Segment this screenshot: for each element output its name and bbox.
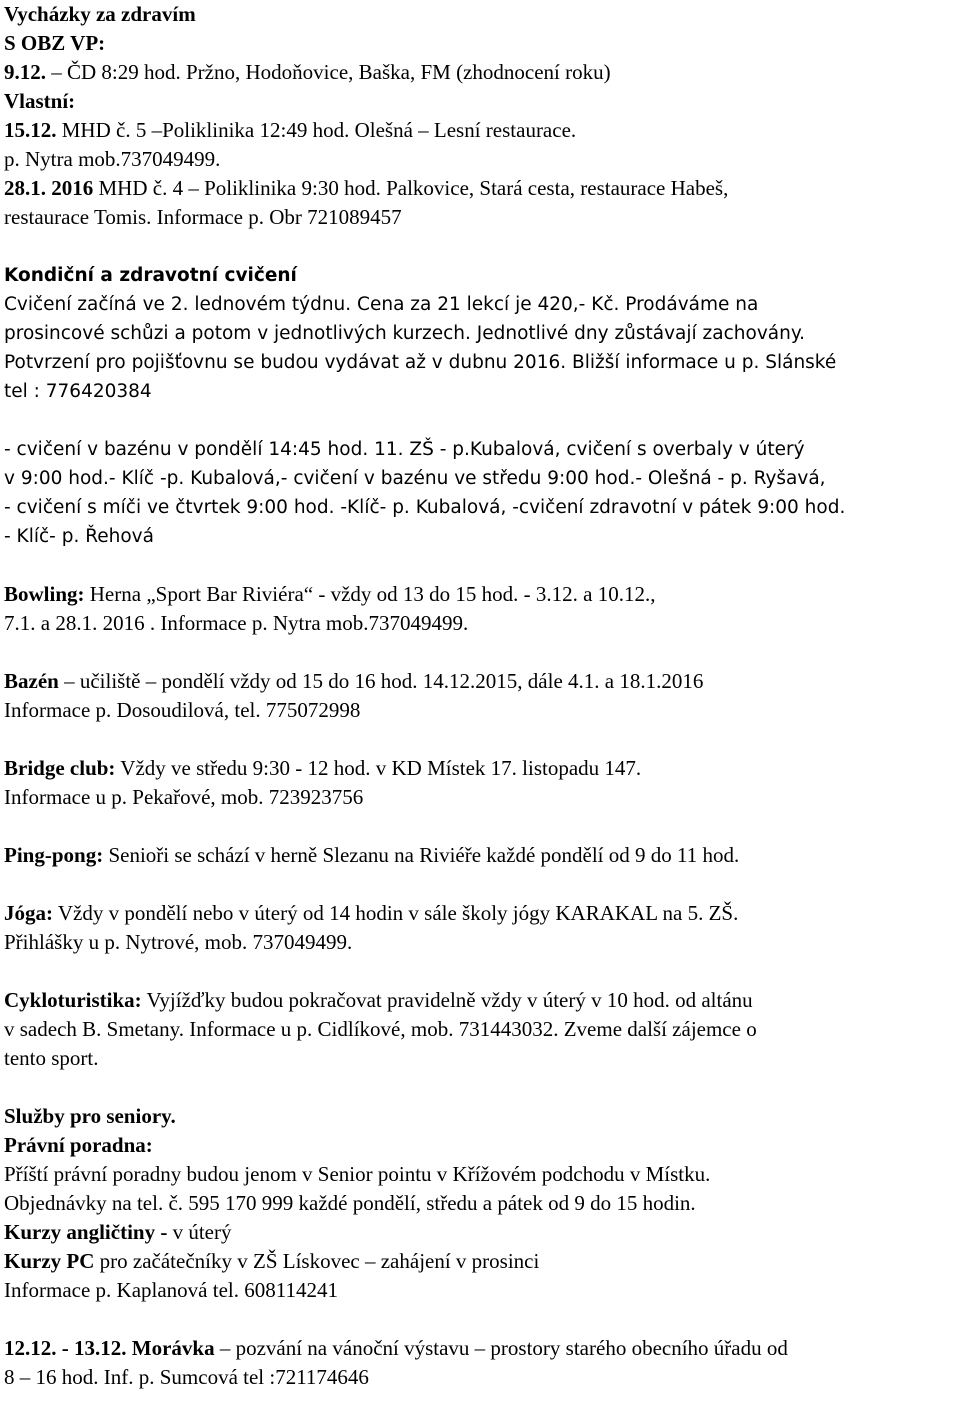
own-walks-heading: Vlastní: bbox=[4, 89, 76, 113]
walk-item-1: 9.12. – ČD 8:29 hod. Pržno, Hodoňovice, Baška, FM (zhodnocení roku) bbox=[4, 60, 611, 84]
fitness-line: Potvrzení pro pojišťovnu se budou vydávat až v dubnu 2016. Bližší informace u p. Slánské bbox=[4, 352, 837, 373]
pc-course-line: Kurzy PC pro začátečníky v ZŠ Lískovec – zahájení v prosinci bbox=[4, 1249, 540, 1273]
fitness-line: Cvičení začíná ve 2. lednovém týdnu. Cena za 21 lekcí je 420,- Kč. Prodáváme na bbox=[4, 294, 759, 315]
legal-advice-line: Objednávky na tel. č. 595 170 999 každé pondělí, středu a pátek od 9 do 15 hodin. bbox=[4, 1191, 696, 1215]
fitness-schedule-line: - cvičení v bazénu v pondělí 14:45 hod. 11. ZŠ - p.Kubalová, cvičení s overbaly v úterý bbox=[4, 439, 805, 460]
bowling-line-2: 7.1. a 28.1. 2016 . Informace p. Nytra mob.737049499. bbox=[4, 611, 469, 635]
pool-line: Bazén – učiliště – pondělí vždy od 15 do 16 hod. 14.12.2015, dále 4.1. a 18.1.2016 bbox=[4, 669, 704, 693]
cycling-line-2: v sadech B. Smetany. Informace u p. Cidlíkové, mob. 731443032. Zveme další zájemce o bbox=[4, 1017, 757, 1041]
fitness-line: prosincové schůzi a potom v jednotlivých kurzech. Jednotlivé dny zůstávají zachovány. bbox=[4, 323, 806, 344]
bridge-line: Bridge club: Vždy ve středu 9:30 - 12 hod. v KD Místek 17. listopadu 147. bbox=[4, 756, 642, 780]
yoga-contact: Přihlášky u p. Nytrové, mob. 737049499. bbox=[4, 930, 353, 954]
pool-contact: Informace p. Dosoudilová, tel. 775072998 bbox=[4, 698, 361, 722]
fitness-schedule-line: - Klíč- p. Řehová bbox=[4, 526, 154, 547]
walk-item-3-cont: restaurace Tomis. Informace p. Obr 721089457 bbox=[4, 205, 402, 229]
bowling-line: Bowling: Herna „Sport Bar Riviéra“ - vždy od 13 do 15 hod. - 3.12. a 10.12., bbox=[4, 582, 656, 606]
yoga-line: Jóga: Vždy v pondělí nebo v úterý od 14 hodin v sále školy jógy KARAKAL na 5. ZŠ. bbox=[4, 901, 739, 925]
fitness-section bbox=[4, 261, 956, 551]
obz-heading: S OBZ VP: bbox=[4, 31, 106, 55]
bridge-contact: Informace u p. Pekařové, mob. 723923756 bbox=[4, 785, 364, 809]
walk-item-3: 28.1. 2016 MHD č. 4 – Poliklinika 9:30 hod. Palkovice, Stará cesta, restaurace Habeš, bbox=[4, 176, 729, 200]
newsletter-document bbox=[4, 0, 956, 1392]
fitness-schedule-line: - cvičení s míči ve čtvrtek 9:00 hod. -Klíč- p. Kubalová, -cvičení zdravotní v pátek 9:00 hod. bbox=[4, 497, 846, 518]
fitness-title: Kondiční a zdravotní cvičení bbox=[4, 265, 297, 286]
cycling-line-3: tento sport. bbox=[4, 1046, 99, 1070]
legal-advice-label: Právní poradna: bbox=[4, 1133, 153, 1157]
cycling-line: Cykloturistika: Vyjížďky budou pokračovat pravidelně vždy v úterý v 10 hod. od altánu bbox=[4, 988, 753, 1012]
services-title: Služby pro seniory. bbox=[4, 1104, 176, 1128]
english-course-line: Kurzy angličtiny - v úterý bbox=[4, 1220, 232, 1244]
moravka-contact: 8 – 16 hod. Inf. p. Sumcová tel :721174646 bbox=[4, 1365, 369, 1389]
walks-title: Vycházky za zdravím bbox=[4, 2, 196, 26]
fitness-schedule-line: v 9:00 hod.- Klíč -p. Kubalová,- cvičení v bazénu ve středu 9:00 hod.- Olešná - p. Ryšavá, bbox=[4, 468, 826, 489]
pingpong-line: Ping-pong: Senioři se schází v herně Slezanu na Riviéře každé pondělí od 9 do 11 hod. bbox=[4, 843, 740, 867]
legal-advice-line: Příští právní poradny budou jenom v Senior pointu v Křížovém podchodu v Místku. bbox=[4, 1162, 711, 1186]
walk-item-2: 15.12. MHD č. 5 –Poliklinika 12:49 hod. Olešná – Lesní restaurace. bbox=[4, 118, 577, 142]
walk-item-2-contact: p. Nytra mob.737049499. bbox=[4, 147, 221, 171]
courses-contact: Informace p. Kaplanová tel. 608114241 bbox=[4, 1278, 338, 1302]
fitness-phone: tel : 776420384 bbox=[4, 381, 152, 402]
moravka-line: 12.12. - 13.12. Morávka – pozvání na vánoční výstavu – prostory starého obecního úřadu od bbox=[4, 1336, 788, 1360]
